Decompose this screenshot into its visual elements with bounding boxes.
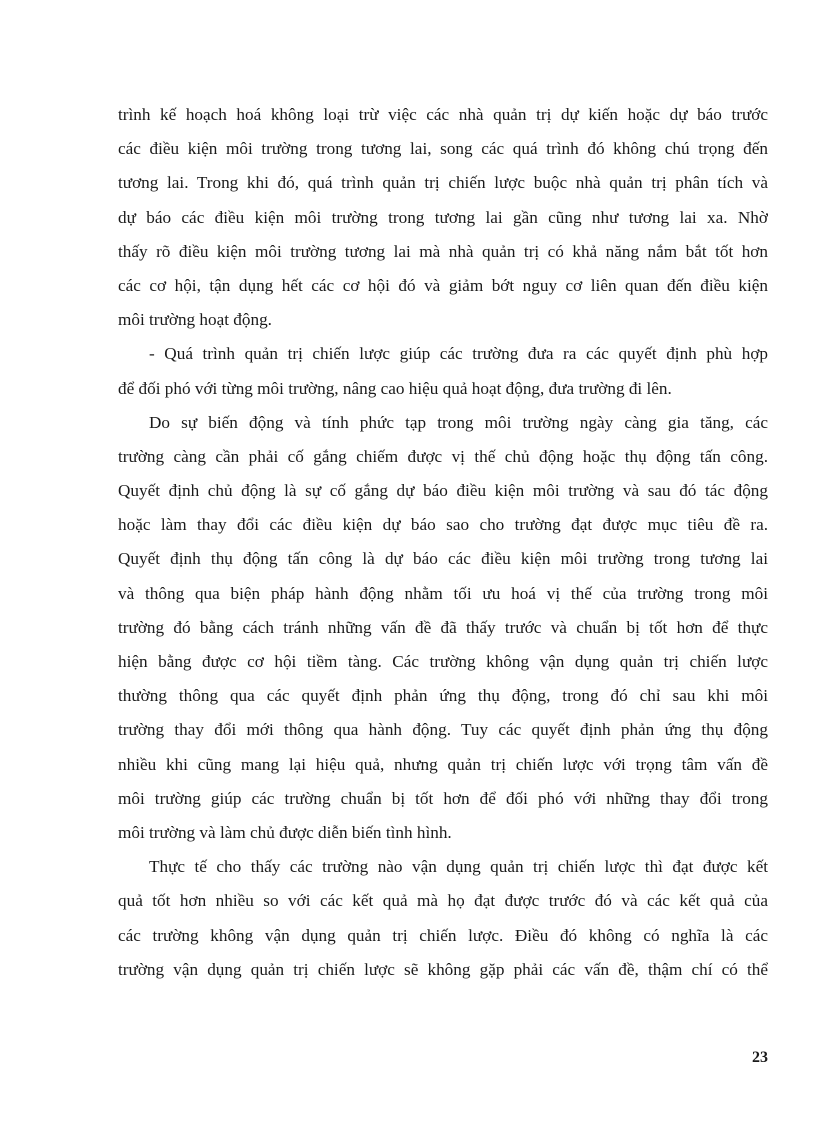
text-line: quả tốt hơn nhiều so với các kết quả mà họ đạt được trước đó và các kết quả của: [118, 891, 768, 911]
text-line: Quyết định chủ động là sự cố gắng dự báo điều kiện môi trường và sau đó tác động: [118, 481, 768, 501]
text-line: môi trường hoạt động.: [118, 310, 272, 330]
text-line: trường càng cần phải cố gắng chiếm được vị thế chủ động hoặc thụ động tấn công.: [118, 446, 768, 466]
text-line: hoặc làm thay đổi các điều kiện dự báo sao cho trường đạt được mục tiêu đề ra.: [118, 515, 768, 535]
text-line: trường đó bằng cách tránh những vấn đề đã thấy trước và chuẩn bị tốt hơn để thực: [118, 617, 768, 637]
text-line: thường thông qua các quyết định phản ứng thụ động, trong đó chỉ sau khi môi: [118, 686, 768, 706]
text-line: các cơ hội, tận dụng hết các cơ hội đó và giảm bớt nguy cơ liên quan đến điều kiện: [118, 275, 768, 295]
text-line: Do sự biến động và tính phức tạp trong môi trường ngày càng gia tăng, các: [149, 412, 768, 432]
text-line: trình kế hoạch hoá không loại trừ việc các nhà quản trị dự kiến hoặc dự báo trước: [118, 105, 768, 124]
text-line: và thông qua biện pháp hành động nhằm tối ưu hoá vị thế của trường trong môi: [118, 583, 768, 603]
text-line: dự báo các điều kiện môi trường trong tương lai gần cũng như tương lai xa. Nhờ: [118, 207, 768, 227]
text-line: môi trường và làm chủ được diễn biến tình hình.: [118, 822, 452, 842]
text-line: để đối phó với từng môi trường, nâng cao hiệu quả hoạt động, đưa trường đi lên.: [118, 378, 672, 398]
text-line: trường thay đổi mới thông qua hành động. Tuy các quyết định phản ứng thụ động: [118, 720, 768, 740]
body-text: [118, 98, 768, 987]
text-line: trường vận dụng quản trị chiến lược sẽ không gặp phải các vấn đề, thậm chí có thể: [118, 959, 768, 979]
text-line: thấy rõ điều kiện môi trường tương lai mà nhà quản trị có khả năng nắm bắt tốt hơn: [118, 241, 768, 261]
text-line: môi trường giúp các trường chuẩn bị tốt hơn để đối phó với những thay đổi trong: [118, 788, 768, 808]
text-line: nhiều khi cũng mang lại hiệu quả, nhưng quản trị chiến lược với trọng tâm vấn đề: [118, 754, 768, 774]
text-line: các trường không vận dụng quản trị chiến lược. Điều đó không có nghĩa là các: [118, 925, 768, 945]
page-number: 23: [752, 1049, 768, 1066]
text-line: Quyết định thụ động tấn công là dự báo các điều kiện môi trường trong tương lai: [118, 549, 768, 569]
text-line: các điều kiện môi trường trong tương lai, song các quá trình đó không chú trọng đến: [118, 139, 768, 159]
text-line: hiện bằng được cơ hội tiềm tàng. Các trường không vận dụng quản trị chiến lược: [118, 652, 768, 671]
text-line: Thực tế cho thấy các trường nào vận dụng quản trị chiến lược thì đạt được kết: [149, 857, 768, 877]
text-line: - Quá trình quản trị chiến lược giúp các trường đưa ra các quyết định phù hợp: [149, 344, 768, 364]
text-line: tương lai. Trong khi đó, quá trình quản trị chiến lược buộc nhà quản trị phân tích và: [118, 173, 768, 193]
